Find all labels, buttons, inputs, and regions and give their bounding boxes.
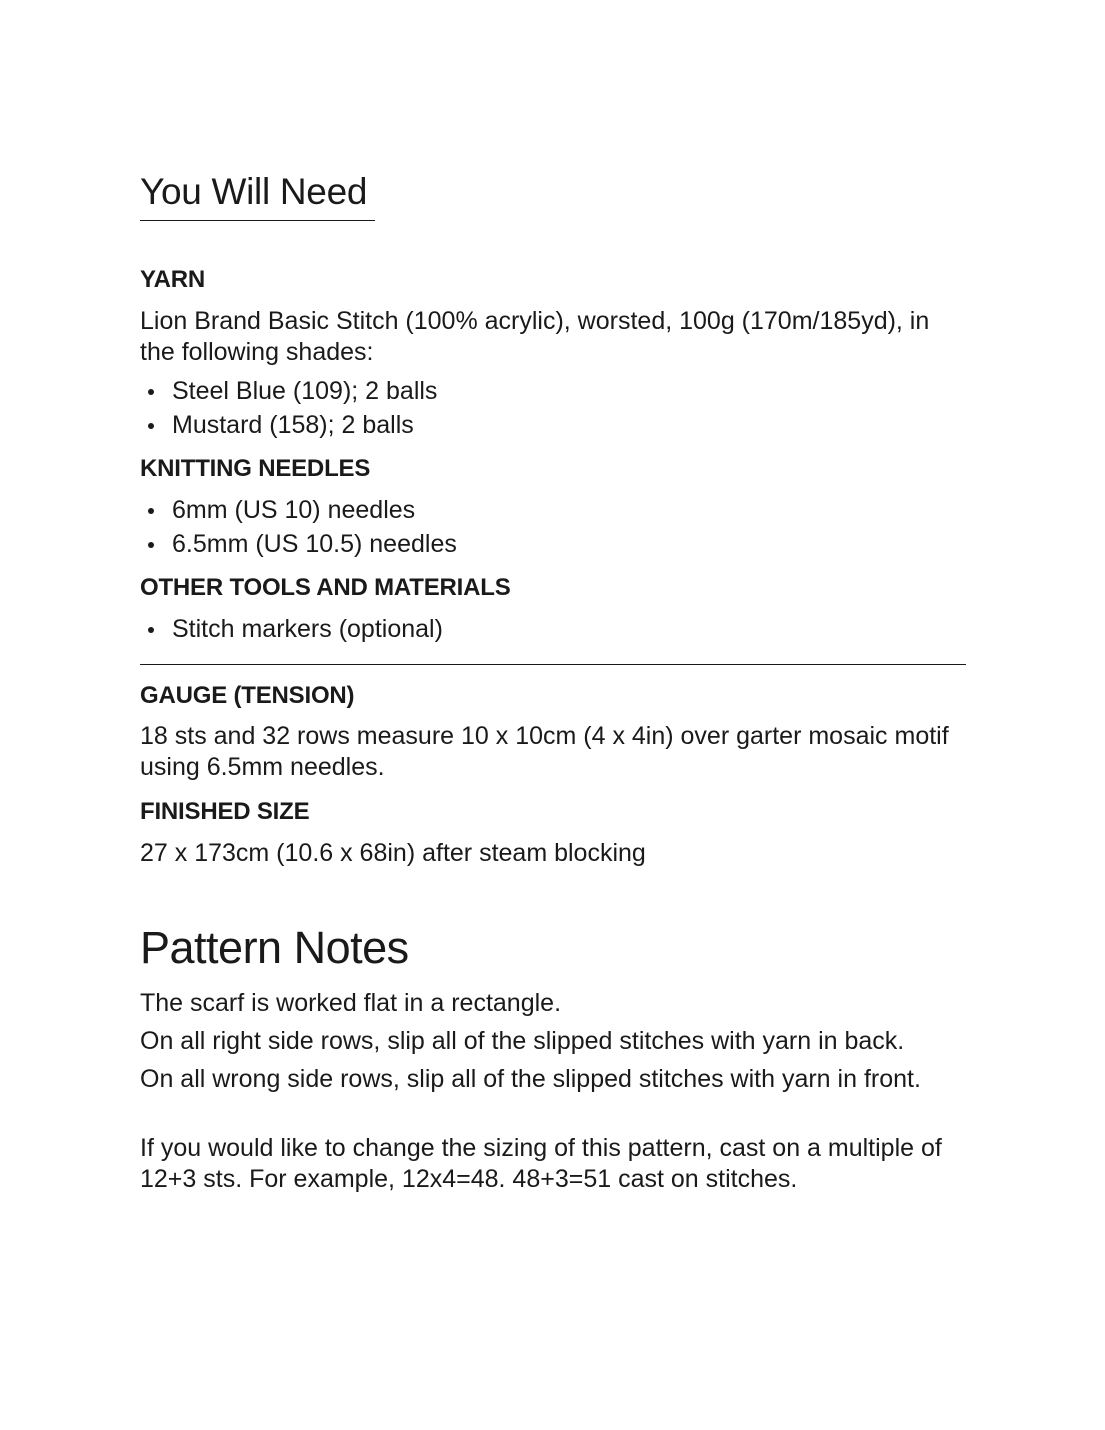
bullet-icon (148, 542, 154, 548)
finished-size-text: 27 x 173cm (10.6 x 68in) after steam blocking (140, 839, 646, 867)
you-will-need-heading: You Will Need (140, 171, 368, 212)
yarn-heading: YARN (140, 266, 206, 293)
note-paragraph: On all right side rows, slip all of the slipped stitches with yarn in back. (140, 1027, 905, 1055)
list-item: Stitch markers (optional) (140, 612, 443, 646)
note-paragraph: The scarf is worked flat in a rectangle. (140, 989, 562, 1017)
knitting-needles-heading: KNITTING NEEDLES (140, 455, 371, 482)
yarn-list (140, 374, 437, 442)
gauge-text: 18 sts and 32 rows measure 10 x 10cm (4 x 4in) over garter mosaic motif using 6.5mm needles. (140, 722, 949, 781)
section-divider (140, 664, 966, 665)
bullet-icon (148, 627, 154, 633)
other-tools-heading: OTHER TOOLS AND MATERIALS (140, 574, 511, 601)
pattern-notes-heading: Pattern Notes (140, 922, 409, 973)
gauge-heading: GAUGE (TENSION) (140, 682, 355, 709)
list-item: 6.5mm (US 10.5) needles (140, 527, 457, 561)
note-paragraph: If you would like to change the sizing of this pattern, cast on a multiple of 12+3 sts. For example, 12x4=48. 48+3=51 cast on stitches. (140, 1134, 942, 1193)
bullet-icon (148, 423, 154, 429)
other-tools-list (140, 612, 443, 646)
finished-size-heading: FINISHED SIZE (140, 798, 310, 825)
needles-list (140, 493, 457, 561)
heading-underline (140, 220, 375, 221)
bullet-icon (148, 389, 154, 395)
yarn-description: Lion Brand Basic Stitch (100% acrylic), worsted, 100g (170m/185yd), in the following shades: (140, 307, 930, 366)
note-paragraph: On all wrong side rows, slip all of the slipped stitches with yarn in front. (140, 1065, 921, 1093)
list-item: Steel Blue (109); 2 balls (140, 374, 437, 408)
bullet-icon (148, 508, 154, 514)
list-item: Mustard (158); 2 balls (140, 408, 437, 442)
list-item: 6mm (US 10) needles (140, 493, 457, 527)
